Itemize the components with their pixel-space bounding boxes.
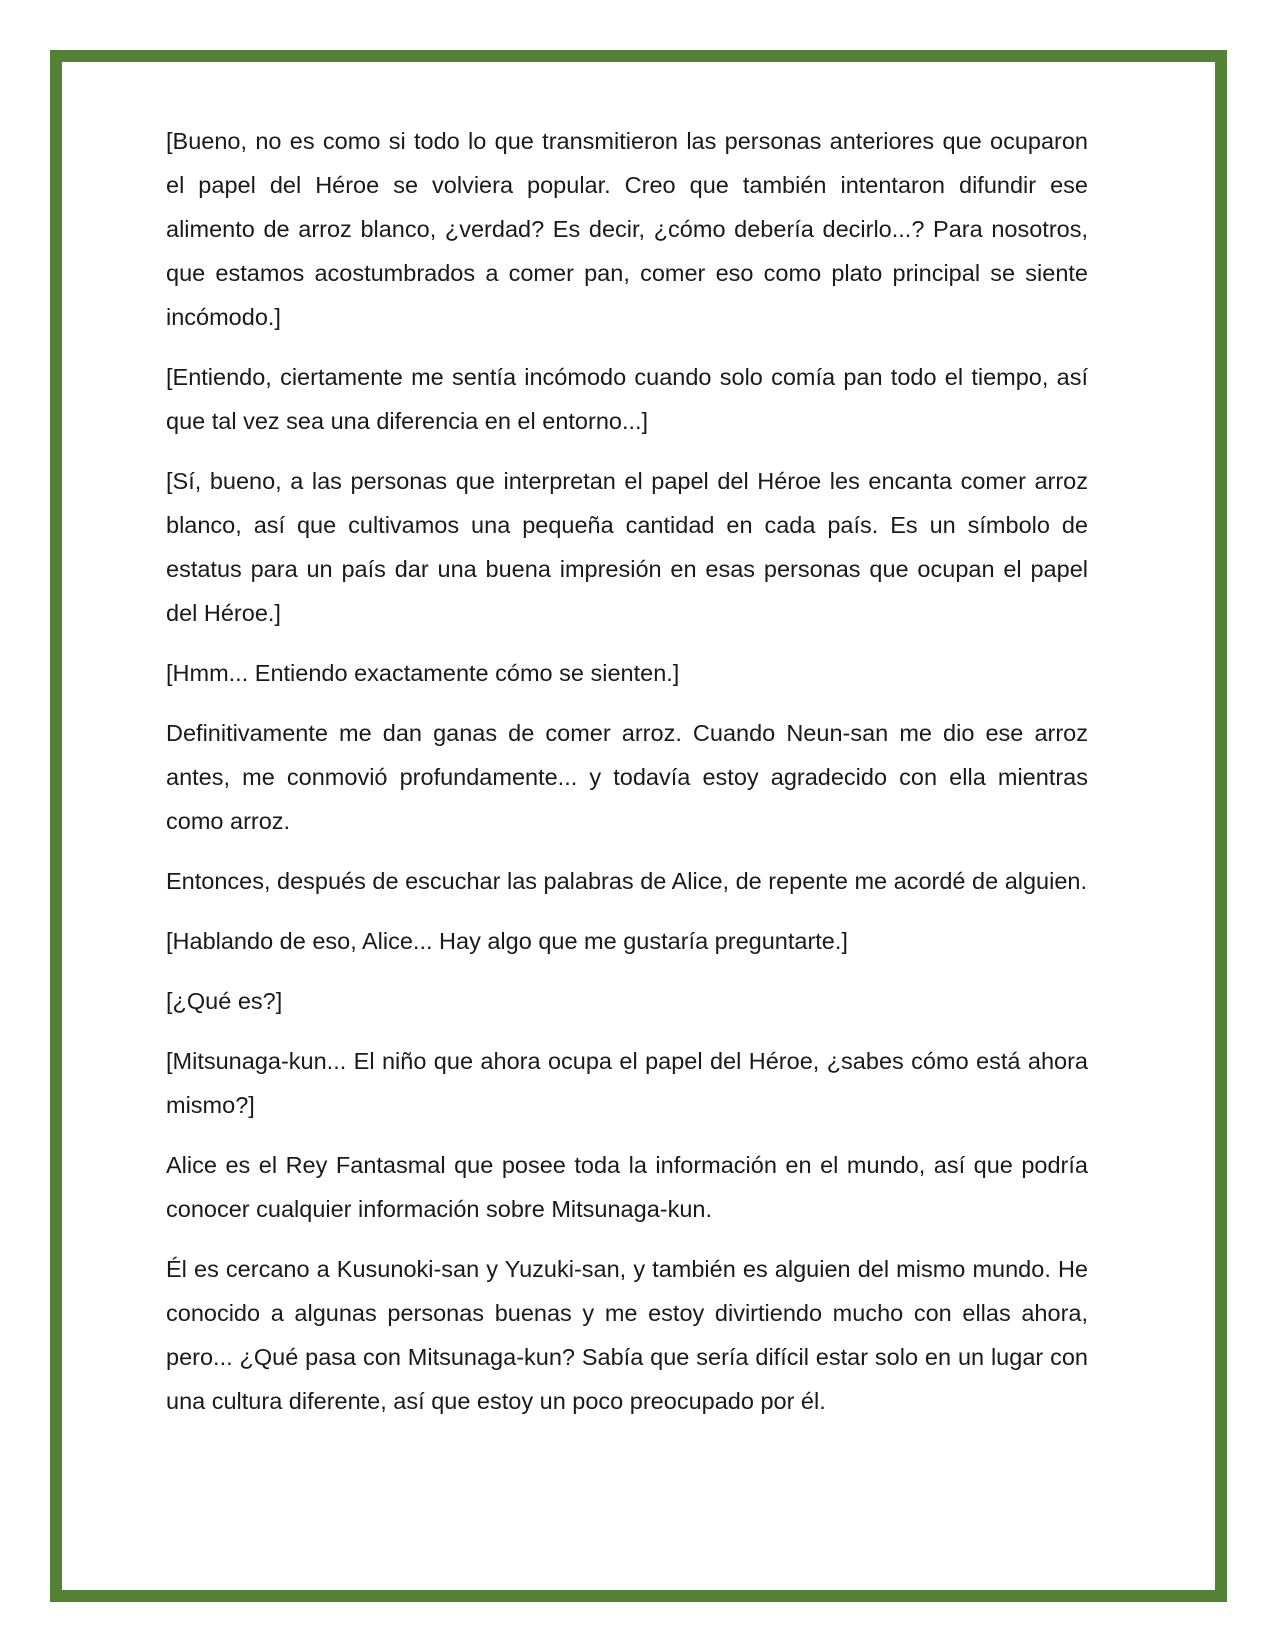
paragraph: [Bueno, no es como si todo lo que transmitieron las personas anteriores que ocuparon el papel del Héroe se volviera popular. Creo que también intentaron difundir ese alimento de arroz blanco, ¿verdad? Es decir, ¿cómo debería decirlo...? Para nosotros, que estamos acostumbrados a comer pan, comer eso como plato principal se siente incómodo.] <box>166 128 1088 330</box>
paragraph: Él es cercano a Kusunoki-san y Yuzuki-san, y también es alguien del mismo mundo. He conocido a algunas personas buenas y me estoy divirtiendo mucho con ellas ahora, pero... ¿Qué pasa con Mitsunaga-kun? Sabía que sería difícil estar solo en un lugar con una cultura diferente, así que estoy un poco preocupado por él. <box>166 1256 1088 1414</box>
paragraph: [Hablando de eso, Alice... Hay algo que me gustaría preguntarte.] <box>166 928 848 954</box>
paragraph: Definitivamente me dan ganas de comer arroz. Cuando Neun-san me dio ese arroz antes, me conmovió profundamente... y todavía estoy agradecido con ella mientras como arroz. <box>166 720 1088 834</box>
paragraph: [¿Qué es?] <box>166 988 283 1014</box>
paragraph: [Sí, bueno, a las personas que interpretan el papel del Héroe les encanta comer arroz blanco, así que cultivamos una pequeña cantidad en cada país. Es un símbolo de estatus para un país dar una buena impresión en esas personas que ocupan el papel del Héroe.] <box>166 468 1088 626</box>
paragraph: [Mitsunaga-kun... El niño que ahora ocupa el papel del Héroe, ¿sabes cómo está ahora mismo?] <box>166 1048 1088 1118</box>
paragraph: Entonces, después de escuchar las palabras de Alice, de repente me acordé de alguien. <box>166 868 1088 894</box>
paragraph: [Hmm... Entiendo exactamente cómo se sienten.] <box>166 660 680 686</box>
document-body <box>166 119 1088 1439</box>
paragraph: [Entiendo, ciertamente me sentía incómodo cuando solo comía pan todo el tiempo, así que tal vez sea una diferencia en el entorno...] <box>166 364 1088 434</box>
paragraph: Alice es el Rey Fantasmal que posee toda la información en el mundo, así que podría conocer cualquier información sobre Mitsunaga-kun. <box>166 1152 1088 1222</box>
